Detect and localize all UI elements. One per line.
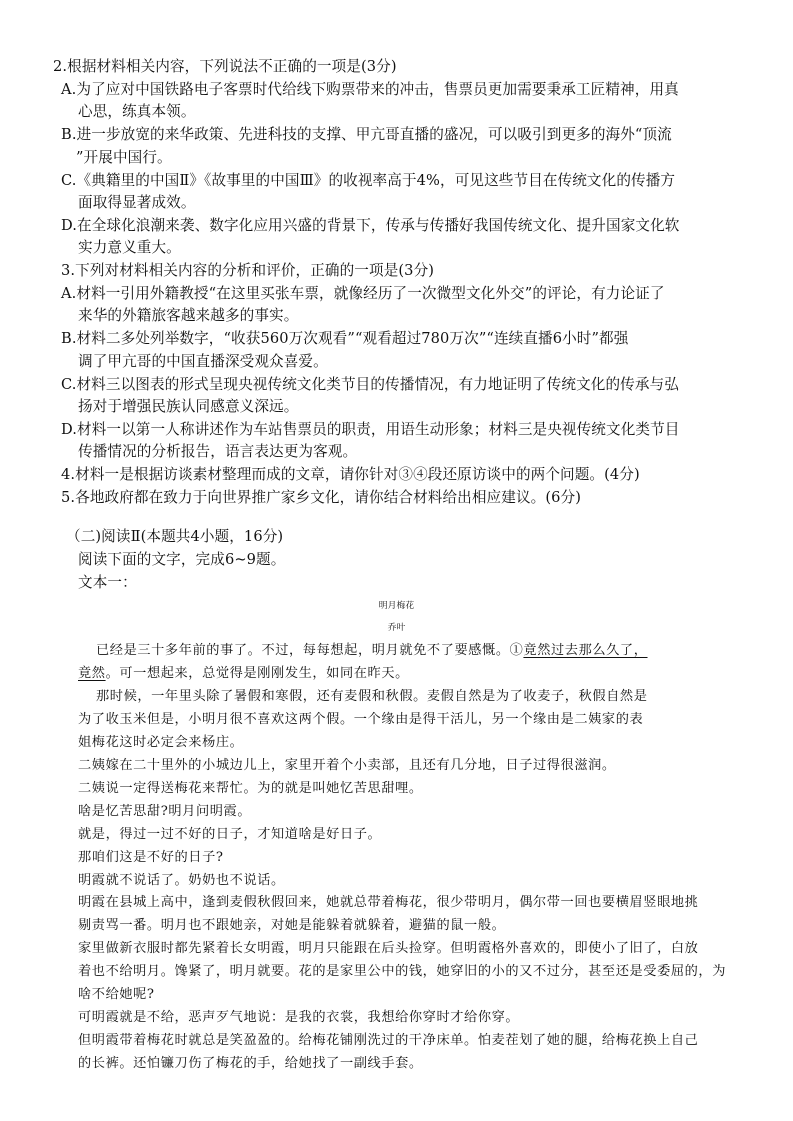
story-title: 明月梅花 <box>378 601 415 611</box>
q2-option-a-cont: 心思，练真本领。 <box>78 103 196 120</box>
annotation-marker: ① <box>509 643 524 658</box>
paragraph-1-text: 已经是三十多年前的事了。不过，每每想起，明月就免不了要感慨。 <box>96 643 510 658</box>
q2-option-c-cont: 面取得显著成效。 <box>78 194 196 211</box>
underlined-phrase: 竟然过去那么久了， <box>523 643 648 658</box>
q2-option-b: B.进一步放宽的来华政策、先进科技的支撑、甲亢哥直播的盛况，可以吸引到更多的海外“顶流 <box>61 126 672 143</box>
paragraph-2-line-1: 那时候，一年里头除了暑假和寒假，还有麦假和秋假。麦假自然是为了收麦子，秋假自然是 <box>96 689 648 704</box>
paragraph-12-line-1: 但明霞带着梅花时就总是笑盈盈的。给梅花铺刚洗过的干净床单。怕麦茬划了她的腿，给梅花换上自己 <box>78 1033 699 1048</box>
paragraph-1-line-1 <box>96 641 648 661</box>
q5: 5.各地政府都在致力于向世界推广家乡文化，请你结合材料给出相应建议。(6分) <box>61 489 581 506</box>
paragraph-1-line-2 <box>78 664 409 684</box>
q4: 4.材料一是根据访谈素材整理而成的文章，请你针对③④段还原访谈中的两个问题。(4分) <box>61 466 640 483</box>
q3-option-a: A.材料一引用外籍教授“在这里买张车票，就像经历了一次微型文化外交”的评论，有力论证了 <box>61 285 665 302</box>
paragraph-3: 二姨嫁在二十里外的小城边儿上，家里开着个小卖部，且还有几分地，日子过得很滋润。 <box>78 758 616 773</box>
q3-option-c-cont: 扬对于增强民族认同感意义深远。 <box>78 398 299 415</box>
paragraph-10-line-1: 家里做新衣服时都先紧着长女明霞，明月只能跟在后头捡穿。但明霞格外喜欢的，即使小了旧了，白放 <box>78 941 699 956</box>
q3-stem: 3.下列对材料相关内容的分析和评价，正确的一项是(3分) <box>61 262 435 279</box>
paragraph-9-line-2: 剔责骂一番。明月也不跟她亲，对她是能躲着就躲着，避猫的鼠一般。 <box>78 918 506 933</box>
section-instruction: 阅读下面的文字，完成6~9题。 <box>78 551 286 568</box>
paragraph-2-line-3: 姐梅花这时必定会来杨庄。 <box>78 735 244 750</box>
paragraph-7: 那咱们这是不好的日子? <box>78 850 224 865</box>
paragraph-8: 明霞就不说话了。奶奶也不说话。 <box>78 873 285 888</box>
paragraph-10-line-3: 啥不给她呢? <box>78 987 155 1002</box>
q3-option-d: D.材料一以第一人称讲述作为车站售票员的职责，用语生动形象；材料三是央视传统文化类节目 <box>61 421 680 438</box>
q3-option-d-cont: 传播情况的分析报告，语言表达更为客观。 <box>78 443 358 460</box>
story-author: 乔叶 <box>387 623 406 633</box>
text-label: 文本一： <box>78 574 137 591</box>
q2-option-b-cont: ”开展中国行。 <box>76 149 172 166</box>
q3-option-c: C.材料三以图表的形式呈现央视传统文化类节目的传播情况，有力地证明了传统文化的传承与弘 <box>61 376 679 393</box>
q2-stem: 2.根据材料相关内容，下列说法不正确的一项是(3分) <box>53 58 397 75</box>
paragraph-11: 可明霞就是不给，恶声歹气地说：是我的衣裳，我想给你穿时才给你穿。 <box>78 1010 520 1025</box>
paragraph-2-line-2: 为了收玉米但是，小明月很不喜欢这两个假。一个缘由是得干活儿，另一个缘由是二姨家的表 <box>78 712 644 727</box>
paragraph-1-text-cont: 。可一想起来，总觉得是刚刚发生，如同在昨天。 <box>105 666 409 681</box>
section-heading: （二)阅读Ⅱ(本题共4小题，16分) <box>66 528 284 545</box>
q2-option-d-cont: 实力意义重大。 <box>78 239 181 256</box>
underlined-phrase-cont: 竟然 <box>78 666 106 681</box>
paragraph-5: 啥是忆苦思甜?明月问明霞。 <box>78 804 252 819</box>
q2-option-a: A.为了应对中国铁路电子客票时代给线下购票带来的冲击，售票员更加需要秉承工匠精神，用真 <box>61 81 679 98</box>
q2-option-c: C.《典籍里的中国Ⅱ》《故事里的中国Ⅲ》的收视率高于4%，可见这些节目在传统文化的传播方 <box>61 172 676 189</box>
paragraph-6: 就是，得过一过不好的日子，才知道啥是好日子。 <box>78 827 382 842</box>
q3-option-a-cont: 来华的外籍旅客越来越多的事实。 <box>78 307 299 324</box>
paragraph-10-line-2: 着也不给明月。馋紧了，明月就要。花的是家里公中的钱，她穿旧的小的又不过分，甚至还是受委屈的，为 <box>78 964 727 979</box>
paragraph-9-line-1: 明霞在县城上高中，逢到麦假秋假回来，她就总带着梅花，很少带明月，偶尔带一回也要横眉竖眼地挑 <box>78 895 699 910</box>
q3-option-b-cont: 调了甲亢哥的中国直播深受观众喜爱。 <box>78 353 328 370</box>
q2-option-d: D.在全球化浪潮来袭、数字化应用兴盛的背景下，传承与传播好我国传统文化、提升国家文化软 <box>61 217 680 234</box>
paragraph-4: 二姨说一定得送梅花来帮忙。为的就是叫她忆苦思甜哩。 <box>78 781 423 796</box>
q3-option-b: B.材料二多处列举数字，“收获560万次观看”“观看超过780万次”“连续直播6小时”都强 <box>61 330 629 347</box>
paragraph-12-line-2: 的长裤。还怕镰刀伤了梅花的手，给她找了一副线手套。 <box>78 1056 423 1071</box>
